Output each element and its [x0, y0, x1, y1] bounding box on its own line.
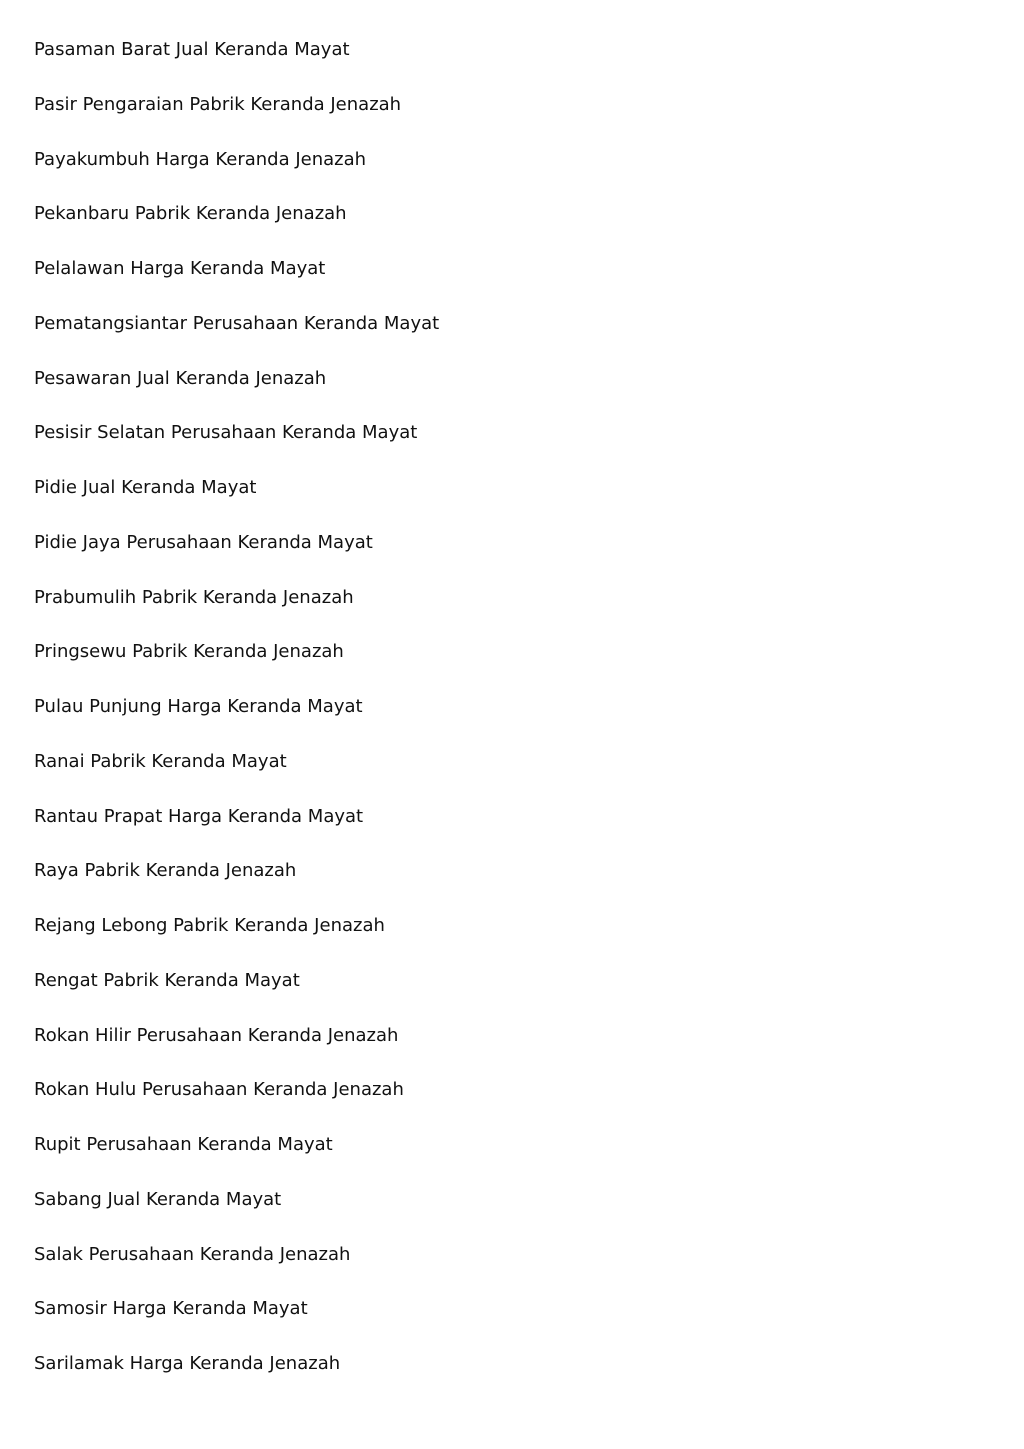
list-item: Payakumbuh Harga Keranda Jenazah	[34, 148, 367, 170]
list-item: Pelalawan Harga Keranda Mayat	[34, 258, 326, 279]
list-item: Rokan Hilir Perusahaan Keranda Jenazah	[34, 1024, 399, 1046]
list-item: Rejang Lebong Pabrik Keranda Jenazah	[34, 915, 385, 936]
list-item: Raya Pabrik Keranda Jenazah	[34, 860, 297, 882]
list-item: Prabumulih Pabrik Keranda Jenazah	[34, 586, 354, 608]
list-item: Pematangsiantar Perusahaan Keranda Mayat	[34, 312, 440, 334]
list-item: Sarilamak Harga Keranda Jenazah	[34, 1353, 341, 1374]
location-list	[34, 37, 994, 1406]
list-item: Pasir Pengaraian Pabrik Keranda Jenazah	[34, 93, 402, 115]
list-item: Ranai Pabrik Keranda Mayat	[34, 750, 287, 772]
list-item: Rantau Prapat Harga Keranda Mayat	[34, 805, 364, 827]
list-item: Pringsewu Pabrik Keranda Jenazah	[34, 641, 344, 663]
list-item: Pekanbaru Pabrik Keranda Jenazah	[34, 203, 347, 225]
list-item: Pasaman Barat Jual Keranda Mayat	[34, 39, 350, 60]
list-item: Pidie Jaya Perusahaan Keranda Mayat	[34, 531, 373, 553]
list-item: Rupit Perusahaan Keranda Mayat	[34, 1134, 333, 1155]
list-item: Salak Perusahaan Keranda Jenazah	[34, 1243, 351, 1265]
list-item: Pesisir Selatan Perusahaan Keranda Mayat	[34, 422, 418, 444]
list-item: Samosir Harga Keranda Mayat	[34, 1298, 308, 1320]
document-page	[34, 37, 994, 1406]
list-item: Pidie Jual Keranda Mayat	[34, 477, 257, 498]
list-item: Rokan Hulu Perusahaan Keranda Jenazah	[34, 1079, 404, 1101]
list-item: Rengat Pabrik Keranda Mayat	[34, 969, 300, 991]
list-item: Pulau Punjung Harga Keranda Mayat	[34, 696, 363, 717]
list-item: Pesawaran Jual Keranda Jenazah	[34, 367, 327, 389]
list-item: Sabang Jual Keranda Mayat	[34, 1188, 282, 1210]
